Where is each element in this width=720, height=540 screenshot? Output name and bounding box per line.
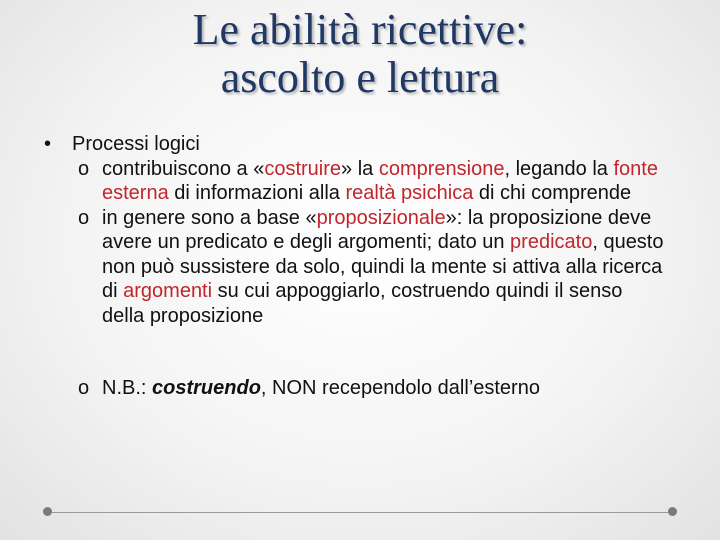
sub-item-2 [44,206,664,329]
sub-marker: o [78,206,90,229]
item1-text: contribuiscono a «costruire» la comprensione, legando la fonte esterna di informazioni alla realtà psichica di chi comprende [102,157,658,204]
footer-divider [48,512,672,513]
spacer [44,328,664,376]
sub-marker: o [78,377,90,399]
title-line-1: Le abilità ricettive: [192,5,528,54]
footer-dot-right [668,507,677,516]
slide-title [60,6,660,102]
sub-item-3 [44,376,664,401]
item3-text: N.B.: costruendo, NON recependolo dall’esterno [102,377,540,399]
slide-body [44,132,664,401]
item2-text: in genere sono a base «proposizionale»: la proposizione deve avere un predicato e degli argomenti; dato un predicato, questo non può sussistere da solo, quindi la mente si attiva alla ricerca di argomenti su cui appoggiarlo, costruendo quindi il senso della proposizione [102,206,664,327]
sub-marker: o [78,157,90,180]
bullet-text: Processi logici [72,133,200,155]
bullet-processi-logici [44,132,664,157]
bullet-marker: • [44,133,52,155]
footer-dot-left [43,507,52,516]
title-line-2: ascolto e lettura [220,53,500,102]
sub-item-1 [44,157,664,206]
